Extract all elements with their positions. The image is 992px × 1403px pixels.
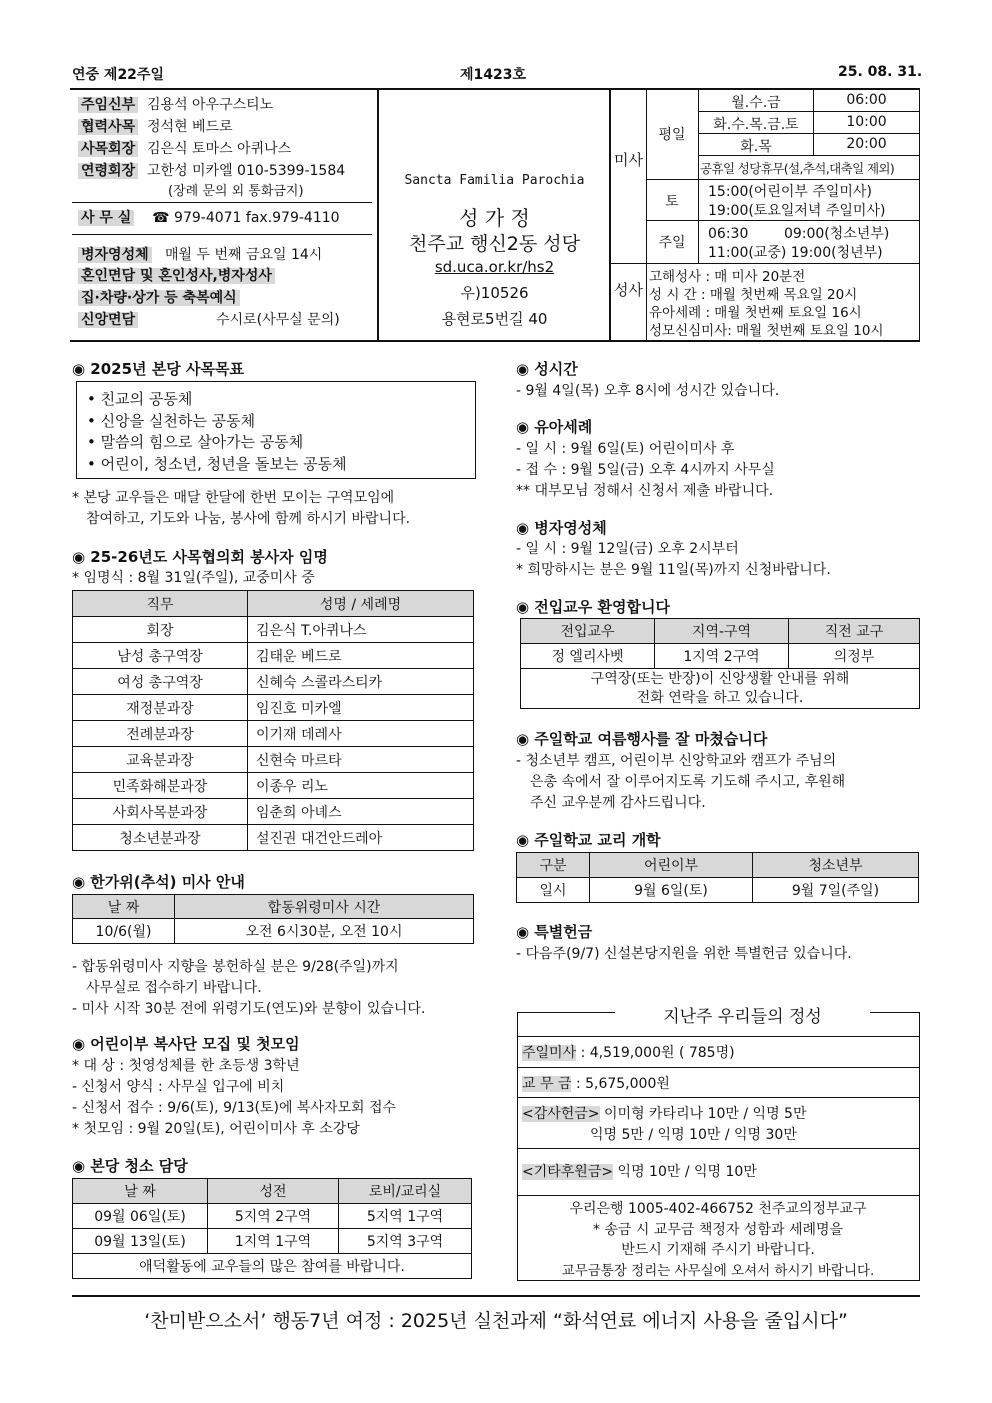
sick-line: * 희망하시는 분은 9월 11일(목)까지 신청바랍니다. [516, 562, 831, 578]
welcome-table: 전입교우 지역-구역 직전 교구 정 엘리사벳 1지역 2구역 의정부 구역장(또는 반장)이 신앙생활 안내를 위해 전화 연락을 하고 있습니다. [520, 618, 920, 709]
altar-line: - 신청서 양식 : 사무실 입구에 비치 [72, 1079, 285, 1095]
chuseok-line: - 미사 시작 30분 전에 위령기도(연도)와 분향이 있습니다. [72, 1001, 426, 1017]
sunday-mass: 06:30 09:00(청소년부) [708, 226, 890, 242]
summer-line: - 청소년부 캠프, 어린이부 신앙학교와 캠프가 주님의 [516, 753, 837, 769]
sacrament-line: 유아세례 : 매월 첫번째 토요일 16시 [649, 305, 862, 321]
summer-line: 은총 속에서 잘 이루어지도록 기도해 주시고, 후원해 [530, 774, 846, 790]
sick-line: - 일 시 : 9월 12일(금) 오후 2시부터 [516, 541, 739, 557]
chuseok-title: ◉ 한가위(추석) 미사 안내 [72, 873, 245, 891]
service-row: 병자영성체 매월 두 번째 금요일 14시 [78, 244, 322, 264]
sunday-label: 주일 [658, 235, 686, 251]
saturday-mass: 19:00(토요일저녁 주일미사) [708, 203, 886, 219]
weekday-time: 06:00 [846, 92, 887, 108]
mass-label: 미사 [614, 151, 643, 169]
altar-line: * 첫모임 : 9월 20일(토), 어린이미사 후 소강당 [72, 1121, 360, 1137]
offering-thanks: 익명 5만 / 익명 10만 / 익명 30만 [590, 1127, 797, 1143]
goals-title: ◉ 2025년 본당 사목목표 [72, 360, 244, 378]
chuseok-line: 사무실로 접수하기 바랍니다. [86, 980, 262, 996]
table-row: 사회사목분과장 임춘희 아녜스 [73, 799, 474, 825]
baptism-line: - 일 시 : 9월 6일(토) 어린이미사 후 [516, 441, 735, 457]
staff-row: 연령회장 고한성 미카엘 010-5399-1584 [78, 160, 345, 180]
staff-row: 사목회장 김은식 토마스 아퀴나스 [78, 138, 291, 158]
table-row: 민족화해분과장 이종우 리노 [73, 773, 474, 799]
saturday-label: 토 [665, 194, 679, 210]
service-row: 혼인면담 및 혼인성사,병자성사 [78, 265, 275, 285]
table-row: 남성 총구역장 김태운 베드로 [73, 643, 474, 669]
table-row: 재정분과장 임진호 미카엘 [73, 695, 474, 721]
goal-item: • 신앙을 실천하는 공동체 [87, 412, 256, 430]
council-title: ◉ 25-26년도 사목협의회 봉사자 임명 [72, 548, 328, 566]
weekday-time: 20:00 [846, 136, 887, 152]
welcome-title: ◉ 전입교우 환영합니다 [516, 598, 670, 616]
offering-sunday: 주일미사 : 4,519,000원 ( 785명) [522, 1045, 735, 1061]
baptism-line: - 접 수 : 9월 5일(금) 오후 4시까지 사무실 [516, 462, 775, 478]
offering-title: 지난주 우리들의 정성 [663, 1007, 822, 1027]
footer-rule [72, 1295, 920, 1297]
goal-item: • 친교의 공동체 [87, 390, 193, 408]
parish-full-name: 천주교 행신2동 성당 [409, 233, 580, 255]
parish-url[interactable]: sd.uca.or.kr/hs2 [434, 258, 555, 276]
holiday-note: 공휴일 성당휴무(설,추석,대축일 제외) [700, 161, 895, 176]
staff-row: 주임신부 김용석 아우구스티노 [78, 94, 273, 114]
staff-note: (장례 문의 외 통화금지) [168, 184, 304, 199]
table-row: 09월 13일(토) 1지역 1구역 5지역 3구역 [73, 1229, 472, 1254]
sick-title: ◉ 병자영성체 [516, 519, 607, 537]
cleaning-title: ◉ 본당 청소 담당 [72, 1157, 188, 1175]
table-row: 애덕활동에 교우들의 많은 참여를 바랍니다. [73, 1254, 472, 1279]
weekday-days: 월.수.금 [731, 95, 781, 111]
sacrament-line: 고해성사 : 매 미사 20분전 [649, 269, 806, 285]
chuseok-table: 날 짜 합동위령미사 시간 10/6(월) 오전 6시30분, 오전 10시 [72, 894, 474, 944]
weekday-days: 화.수.목.금.토 [713, 117, 799, 133]
special-line: - 다음주(9/7) 신설본당지원을 위한 특별헌금 있습니다. [516, 946, 852, 962]
parish-postal: 우)10526 [460, 284, 529, 302]
council-note: * 임명식 : 8월 31일(주일), 교중미사 중 [72, 570, 315, 586]
table-row: 회장 김은식 T.아퀴나스 [73, 617, 474, 643]
table-row: 청소년분과장 설진권 대건안드레아 [73, 825, 474, 851]
service-row: 신앙면담 수시로(사무실 문의) [78, 309, 340, 329]
column-divider [377, 89, 379, 340]
info-bottom-rule [70, 340, 920, 342]
chuseok-line: - 합동위령미사 지향을 봉헌하실 분은 9/28(주일)까지 [72, 959, 399, 975]
table-row: 09월 06일(토) 5지역 2구역 5지역 1구역 [73, 1204, 472, 1229]
weekday-time: 10:00 [846, 114, 887, 130]
bank-info: 교무금통장 정리는 사무실에 오셔서 하시기 바랍니다. [561, 1263, 875, 1279]
goals-note: 참여하고, 기도와 나눔, 봉사에 함께 하시기 바랍니다. [86, 511, 411, 527]
offering-other: <기타후원금> 익명 10만 / 익명 10만 [522, 1164, 757, 1180]
table-row: 일시 9월 6일(토) 9월 7일(주일) [517, 878, 919, 903]
summer-title: ◉ 주일학교 여름행사를 잘 마쳤습니다 [516, 730, 768, 748]
bank-info: 우리은행 1005-402-466752 천주교의정부교구 [569, 1201, 867, 1217]
issue-number: 제1423호 [460, 67, 527, 83]
parish-address: 용현로5번길 40 [441, 310, 548, 328]
footer-slogan: ‘찬미받으소서’ 행동7년 여정 : 2025년 실천과제 “화석연료 에너지 사용을 줄입시다” [144, 1310, 848, 1332]
bank-info: 반드시 기재해 주시기 바랍니다. [621, 1242, 815, 1258]
parish-name: 성 가 정 [459, 206, 530, 230]
sacrament-line: 성 시 간 : 매월 첫번째 목요일 20시 [649, 287, 858, 303]
divider [72, 234, 372, 235]
sacrament-line: 성모신심미사: 매월 첫번째 토요일 10시 [649, 323, 884, 339]
goals-box [76, 381, 476, 479]
saturday-mass: 15:00(어린이부 주일미사) [708, 184, 872, 200]
table-row: 전례분과장 이기재 데레사 [73, 721, 474, 747]
offering-thanks: <감사헌금> 이미형 카타리나 10만 / 익명 5만 [522, 1106, 807, 1122]
divider [72, 202, 372, 203]
table-row: 10/6(월) 오전 6시30분, 오전 10시 [73, 919, 474, 944]
staff-row: 협력사목 정석현 베드로 [78, 116, 233, 136]
sunday-mass: 11:00(교중) 19:00(청년부) [708, 245, 883, 261]
table-row: 여성 총구역장 신혜숙 스콜라스티카 [73, 669, 474, 695]
altar-line: - 신청서 접수 : 9/6(토), 9/13(토)에 복사자모회 접수 [72, 1100, 397, 1116]
weekday-days: 화.목 [740, 139, 772, 155]
adoration-line: - 9월 4일(목) 오후 8시에 성시간 있습니다. [516, 383, 780, 399]
issue-date: 25. 08. 31. [838, 64, 923, 80]
special-title: ◉ 특별헌금 [516, 923, 593, 941]
phone-icon: ☎ [152, 210, 170, 226]
service-row: 집·차량·상가 등 축복예식 [78, 287, 240, 307]
summer-line: 주신 교우분께 감사드립니다. [530, 795, 706, 811]
adoration-title: ◉ 성시간 [516, 360, 578, 378]
sacrament-label: 성사 [614, 281, 643, 299]
baptism-title: ◉ 유아세례 [516, 418, 593, 436]
table-row: 정 엘리사벳 1지역 2구역 의정부 [521, 644, 920, 669]
altar-line: * 대 상 : 첫영성체를 한 초등생 3학년 [72, 1058, 300, 1074]
liturgical-week: 연중 제22주일 [72, 67, 164, 83]
bank-info: * 송금 시 교무금 책정자 성함과 세례명을 [592, 1222, 844, 1238]
council-table: 직무 성명 / 세례명 회장 김은식 T.아퀴나스 남성 총구역장 김태운 베드로 여성 총구역장 신혜숙 스콜라스티카 재정분과장 임진호 미카엘 전례분과장 이기재 데레사 교육분과장 신현숙 마르타 민족화해분과장 이종우 리노 사회사목분과장 임춘희 아녜스 청소년분과장 설진권 대건안드레아 [72, 590, 474, 851]
weekday-label: 평일 [658, 127, 686, 143]
offering-due: 교 무 금 : 5,675,000원 [522, 1076, 670, 1092]
baptism-line: ** 대부모님 정해서 신청서 제출 바랍니다. [516, 483, 774, 499]
goal-item: • 어린이, 청소년, 청년을 돌보는 공동체 [87, 455, 347, 473]
office-row: 사 무 실 ☎ 979-4071 fax.979-4110 [78, 207, 340, 227]
table-row: 교육분과장 신현숙 마르타 [73, 747, 474, 773]
goal-item: • 말씀의 힘으로 살아가는 공동체 [87, 433, 304, 451]
catechism-table: 구분 어린이부 청소년부 일시 9월 6일(토) 9월 7일(주일) [516, 852, 919, 903]
parish-latin: Sancta Familia Parochia [404, 173, 585, 188]
goals-note: * 본당 교우들은 매달 한달에 한번 모이는 구역모임에 [72, 490, 395, 506]
catechism-title: ◉ 주일학교 교리 개학 [516, 831, 661, 849]
altar-title: ◉ 어린이부 복사단 모집 및 첫모임 [72, 1035, 300, 1053]
cleaning-table: 날 짜 성전 로비/교리실 09월 06일(토) 5지역 2구역 5지역 1구역 09월 13일(토) 1지역 1구역 5지역 3구역 애덕활동에 교우들의 많은 참여를 바랍니다. [72, 1178, 472, 1279]
